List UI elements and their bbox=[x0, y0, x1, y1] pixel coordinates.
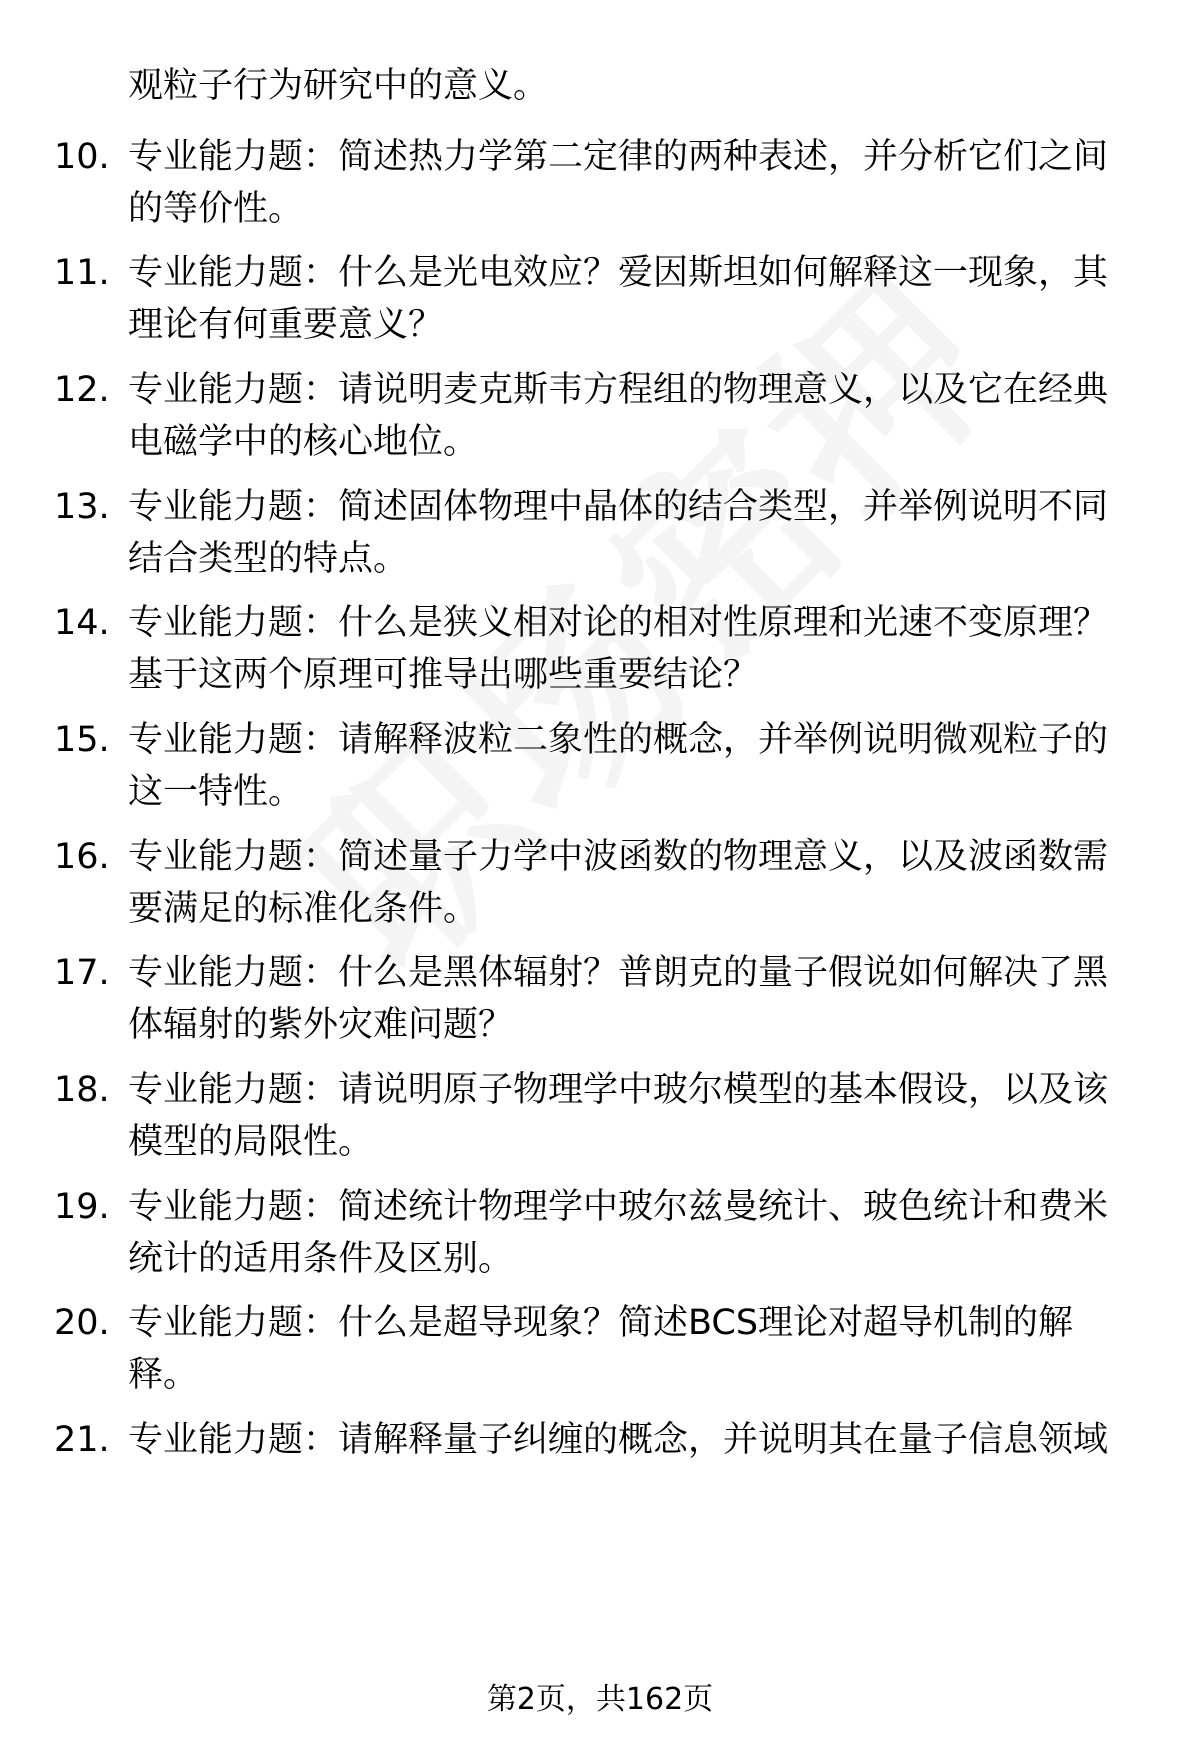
question-number: 21. bbox=[54, 1420, 110, 1460]
question-text: 专业能力题：什么是狭义相对论的相对性原理和光速不变原理？基于这两个原理可推导出哪些重要结论？ bbox=[128, 603, 1109, 695]
question-text: 专业能力题：简述量子力学中波函数的物理意义，以及波函数需要满足的标准化条件。 bbox=[128, 837, 1109, 929]
question-number: 18. bbox=[54, 1070, 110, 1110]
question-number: 13. bbox=[54, 487, 110, 527]
page-footer: 第2页，共162页 bbox=[486, 1682, 714, 1717]
continuation-text: 观粒子行为研究中的意义。 bbox=[128, 66, 549, 106]
question-number: 15. bbox=[54, 720, 110, 760]
question-text: 专业能力题：简述统计物理学中玻尔兹曼统计、玻色统计和费米统计的适用条件及区别。 bbox=[128, 1187, 1109, 1279]
question-number: 14. bbox=[54, 603, 110, 643]
question-number: 11. bbox=[54, 253, 110, 293]
question-number: 12. bbox=[54, 370, 110, 410]
question-text: 专业能力题：请说明麦克斯韦方程组的物理意义，以及它在经典电磁学中的核心地位。 bbox=[128, 370, 1109, 462]
question-number: 17. bbox=[54, 953, 110, 993]
question-text: 专业能力题：简述固体物理中晶体的结合类型，并举例说明不同结合类型的特点。 bbox=[128, 487, 1109, 579]
question-text: 专业能力题：什么是黑体辐射？普朗克的量子假说如何解决了黑体辐射的紫外灾难问题？ bbox=[128, 953, 1109, 1045]
question-number: 16. bbox=[54, 837, 110, 877]
question-text: 专业能力题：请解释量子纠缠的概念，并说明其在量子信息领域 bbox=[128, 1420, 1109, 1460]
question-text: 专业能力题：什么是超导现象？简述BCS理论对超导机制的解释。 bbox=[128, 1303, 1074, 1395]
question-text: 专业能力题：简述热力学第二定律的两种表述，并分析它们之间的等价性。 bbox=[128, 137, 1109, 229]
question-number: 19. bbox=[54, 1187, 110, 1227]
question-text: 专业能力题：什么是光电效应？爱因斯坦如何解释这一现象，其理论有何重要意义？ bbox=[128, 253, 1109, 345]
question-text: 专业能力题：请解释波粒二象性的概念，并举例说明微观粒子的这一特性。 bbox=[128, 720, 1109, 812]
question-text: 专业能力题：请说明原子物理学中玻尔模型的基本假设，以及该模型的局限性。 bbox=[128, 1070, 1109, 1162]
question-number: 20. bbox=[54, 1303, 110, 1343]
question-number: 10. bbox=[54, 137, 110, 177]
